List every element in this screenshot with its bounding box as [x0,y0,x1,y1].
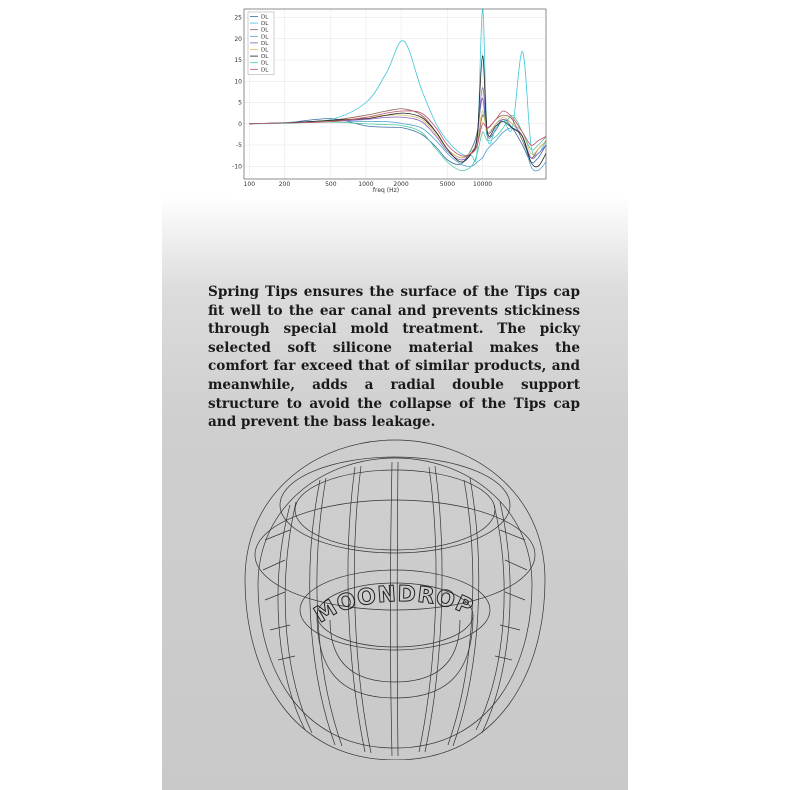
legend-entry: DL [261,60,269,67]
y-tick-label: 25 [234,14,242,22]
y-tick-label: -10 [232,163,242,171]
series-line-0 [249,98,546,164]
y-tick-label: 20 [234,35,242,43]
frequency-response-chart [230,0,560,200]
y-tick-label: 5 [238,99,242,107]
series-line-1 [249,9,546,162]
x-tick-label: 200 [278,181,291,188]
legend-entry: DL [261,14,269,21]
y-tick-label: 10 [234,78,242,86]
plot-frame [244,9,546,179]
product-description: Spring Tips ensures the surface of the Tips cap fit well to the ear canal and prevents stickiness through special mold treatment. The picky selected soft silicone material makes the comfort far exceed that of similar products, and meanwhile, adds a radial double support structure to avoid the collapse of the Tips cap and prevent the bass leakage. [208,284,580,431]
legend-entry: DL [261,67,269,74]
y-tick-label: -5 [236,142,242,149]
legend-entry: DL [261,21,269,28]
x-tick-label: 100 [243,181,256,188]
eartip-brand-text: MOONDROP [310,581,478,629]
x-tick-label: 2000 [393,181,409,188]
x-axis-label: freq (Hz) [372,187,400,194]
eartip-wireframe-illustration [230,430,560,760]
legend-entry: DL [261,27,269,34]
chart-svg [230,0,560,200]
y-tick-label: 15 [234,57,242,64]
x-tick-label: 10000 [473,181,493,188]
x-tick-label: 500 [325,181,337,188]
y-tick-label: 0 [238,120,242,128]
x-tick-label: 5000 [439,181,456,188]
series-line-7 [249,115,546,170]
legend-entry: DL [261,34,269,41]
legend-entry: DL [261,40,269,47]
series-line-5 [249,111,546,158]
series-line-3 [249,121,546,171]
x-tick-label: 1000 [358,181,374,188]
legend-entry: DL [261,47,269,54]
legend-entry: DL [261,54,269,61]
